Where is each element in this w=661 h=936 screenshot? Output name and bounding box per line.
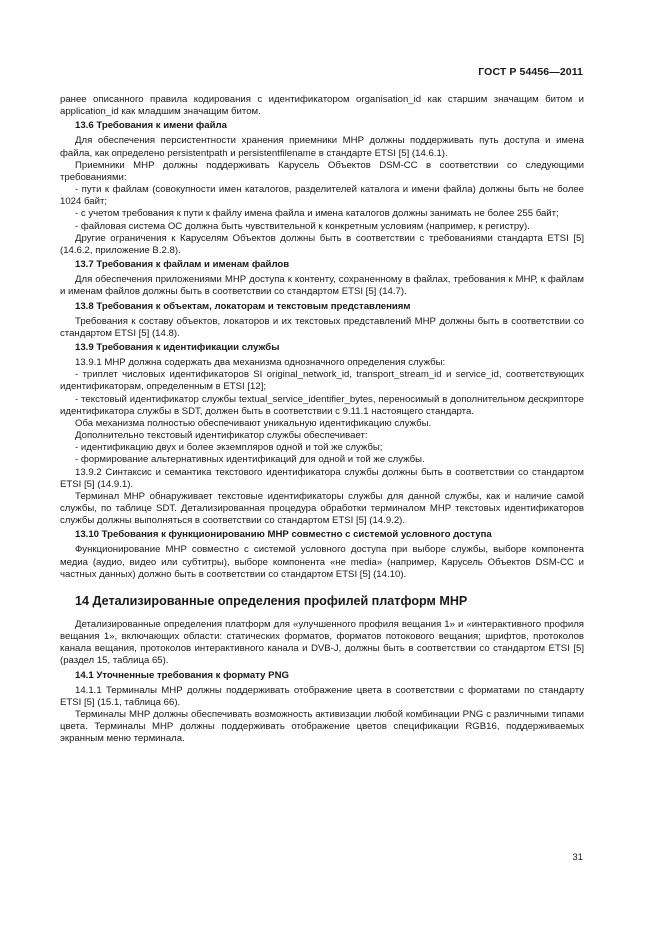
standard-number-header: ГОСТ Р 54456—2011 (478, 66, 583, 78)
paragraph: 13.9.2 Синтаксис и семантика текстового идентификатора службы должны быть в соответствии со стандартом ETSI [5] (14.9.1). (60, 466, 584, 490)
page-number: 31 (572, 852, 583, 863)
list-item: - текстовый идентификатор службы textual_service_identifier_bytes, переносимый в дополнительном дескрипторе идентификатора службы в SDT, должен быть в соответствии с 9.11.1 настоящего стандарта. (60, 393, 584, 417)
paragraph: 13.9.1 МНР должна содержать два механизма однозначного определения службы: (75, 357, 446, 369)
paragraph: Детализированные определения платформ для «улучшенного профиля вещания 1» и «интерактивного профиля вещания 1», включающих области: статических форматов, форматов потокового вещания; шрифтов, протоколов канала вещания, протоколов интерактивного канала и DVB-J, должны быть в соответствии со стандартом ETSI [5] (раздел 15, таблица 65). (60, 618, 584, 667)
paragraph: Терминал МНР обнаруживает текстовые идентификаторы службы для данной службы, как и наличие самой службы, по таблице SDT. Детализированная процедура обработки терминалом МНР текстовых идентификаторов службы должны выполняться в соответствии со стандартом ETSI [5] (14.9.2). (60, 490, 584, 527)
heading-14-1: 14.1 Уточненные требования к формату PNG (75, 669, 289, 681)
paragraph: 14.1.1 Терминалы МНР должны поддерживать отображение цвета в соответствии с форматами по стандарту ETSI [5] (15.1, таблица 66). (60, 684, 584, 708)
paragraph: Требования к составу объектов, локаторов и их текстовых представлений МНР должны быть в соответствии со стандартом ETSI [5] (14.8). (60, 315, 584, 339)
paragraph: Для обеспечения персистентности хранения приемники МНР должны поддерживать путь доступа и имена файла, как определено persistentpath и persistentfilename в стандарте ETSI [5] (14.6.1). (60, 135, 584, 159)
paragraph-continuation: ранее описанного правила кодирования с идентификатором organisation_id как старшим значащим битом и application_id как младшим значащим битом. (60, 94, 584, 118)
paragraph: Функционирование МНР совместно с системой условного доступа при выборе службы, выборе компонента медиа (аудио, видео или субтитры), выборе компонента «не media» (например, Карусель Объектов DSM-CC и частных данных) должно быть в соответствии со стандартом ETSI [5] (14.10). (60, 544, 584, 580)
list-item: - идентификацию двух и более экземпляров одной и той же службы; (75, 442, 383, 454)
list-item: - файловая система ОС должна быть чувствительной к конкретным условиям (например, к регистру). (75, 220, 530, 232)
heading-13-8: 13.8 Требования к объектам, локаторам и текстовым представлениям (75, 300, 411, 312)
heading-13-9: 13.9 Требования к идентификации службы (75, 341, 280, 353)
list-item: - пути к файлам (совокупности имен каталогов, разделителей каталога и имени файла) должны быть не более 1024 байт; (60, 184, 584, 208)
list-item: - формирование альтернативных идентификаций для одной и той же службы. (75, 454, 425, 466)
paragraph: Другие ограничения к Каруселям Объектов должны быть в соответствии с требованиями стандарта ETSI [5] (14.6.2, приложение В.2.8). (60, 232, 584, 256)
paragraph: Дополнительно текстовый идентификатор службы обеспечивает: (75, 430, 368, 442)
list-item: - триплет числовых идентификаторов SI original_network_id, transport_stream_id и service_id, соответствующих идентификаторам, определенным в ETSI [12]; (60, 369, 584, 393)
heading-section-14: 14 Детализированные определения профилей платформ МНР (75, 593, 468, 608)
paragraph: Терминалы МНР должны обеспечивать возможность активизации любой комбинации PNG с различными типами цвета. Терминалы МНР должны поддерживать отображение цветов спецификации RGB16, поддерживаемых экранным меню терминала. (60, 709, 584, 745)
heading-13-7: 13.7 Требования к файлам и именам файлов (75, 259, 290, 271)
heading-13-6: 13.6 Требования к имени файла (75, 120, 227, 132)
paragraph: Оба механизма полностью обеспечивают уникальную идентификацию службы. (75, 417, 432, 429)
paragraph: Приемники МНР должны поддерживать Карусель Объектов DSM-CC в соответствии со следующими требованиями: (60, 159, 584, 183)
list-item: - с учетом требования к пути к файлу имена файла и имена каталогов должны занимать не более 255 байт; (75, 208, 559, 220)
heading-13-10: 13.10 Требования к функционированию МНР совместно с системой условного доступа (75, 529, 492, 541)
paragraph: Для обеспечения приложениями МНР доступа к контенту, сохраненному в файлах, требования к МНР, к файлам и именам файлов должны быть в соответствии со стандартом ETSI [5] (14.7). (60, 274, 584, 298)
page-body (60, 94, 584, 746)
